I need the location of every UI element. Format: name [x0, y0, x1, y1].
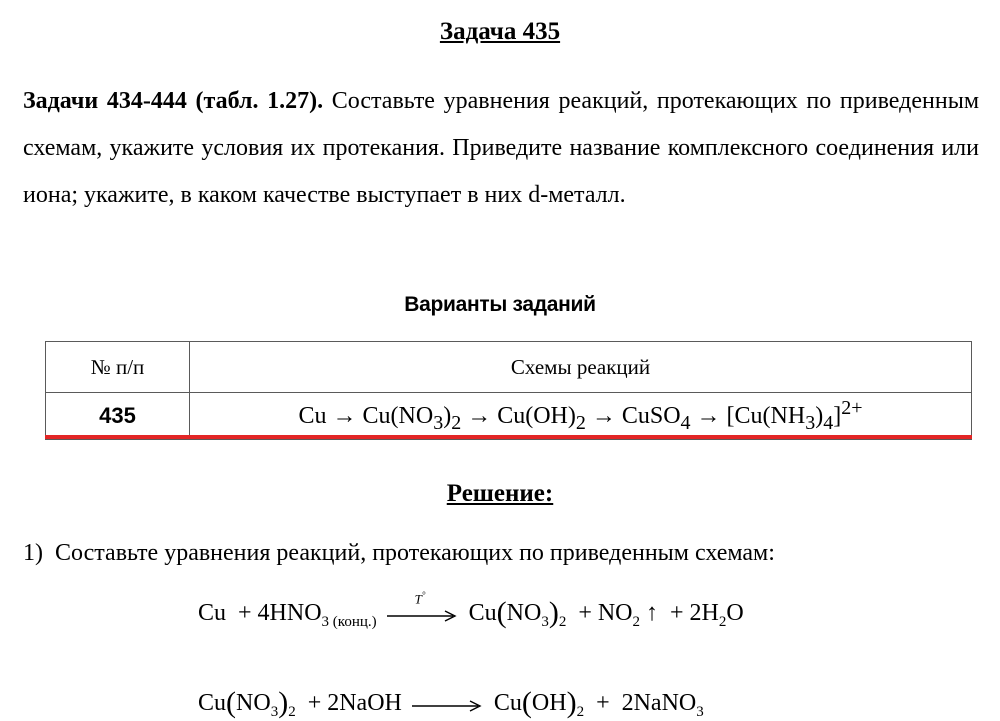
table-header-row: [46, 342, 972, 393]
solution-title: Решение:: [446, 480, 554, 507]
task-reference: Задачи 434-444 (табл. 1.27).: [23, 88, 324, 114]
table-row: [46, 393, 972, 440]
equation-2: $Cu(NO_3)_2$ + 2NaOH $Cu(OH)_2$ + 2NaNO$_3$: [198, 686, 704, 720]
scheme-formula: $Cu \to Cu(NO_3)_2 \to Cu(OH)_2$ → CuSO$_4$ → $[Cu(NH_3)_4]^{2+}$: [298, 397, 863, 434]
condition-label: T°: [414, 590, 426, 607]
row-scheme: [190, 393, 972, 440]
step-1: [23, 540, 775, 567]
header-schemes: Схемы реакций: [190, 342, 972, 393]
page-title: Задача 435: [439, 18, 561, 45]
row-number: 435: [46, 393, 190, 440]
table-accent-line: [45, 435, 972, 439]
task-text: Составьте уравнения реакций, протекающих по приведенным схемам, укажите условия их протекания. Приведите название комплексного соединения или иона; укажите, в каком качестве выступает в них d-металл.: [23, 88, 980, 208]
table-caption: Варианты заданий: [404, 293, 596, 316]
header-number: № п/п: [46, 342, 190, 393]
reaction-arrow: [387, 590, 459, 624]
step-text: Составьте уравнения реакций, протекающих по приведенным схемам:: [55, 540, 775, 566]
step-number: 1): [23, 540, 43, 566]
equation-1: $Cu + 4HNO_{3 (конц.)}$ T° $Cu(NO_3)_2 + NO_2$ ↑ + $2H_2O$: [198, 590, 744, 630]
variants-table: [45, 341, 972, 440]
task-description: [23, 78, 979, 219]
reaction-arrow-2: [412, 694, 484, 714]
